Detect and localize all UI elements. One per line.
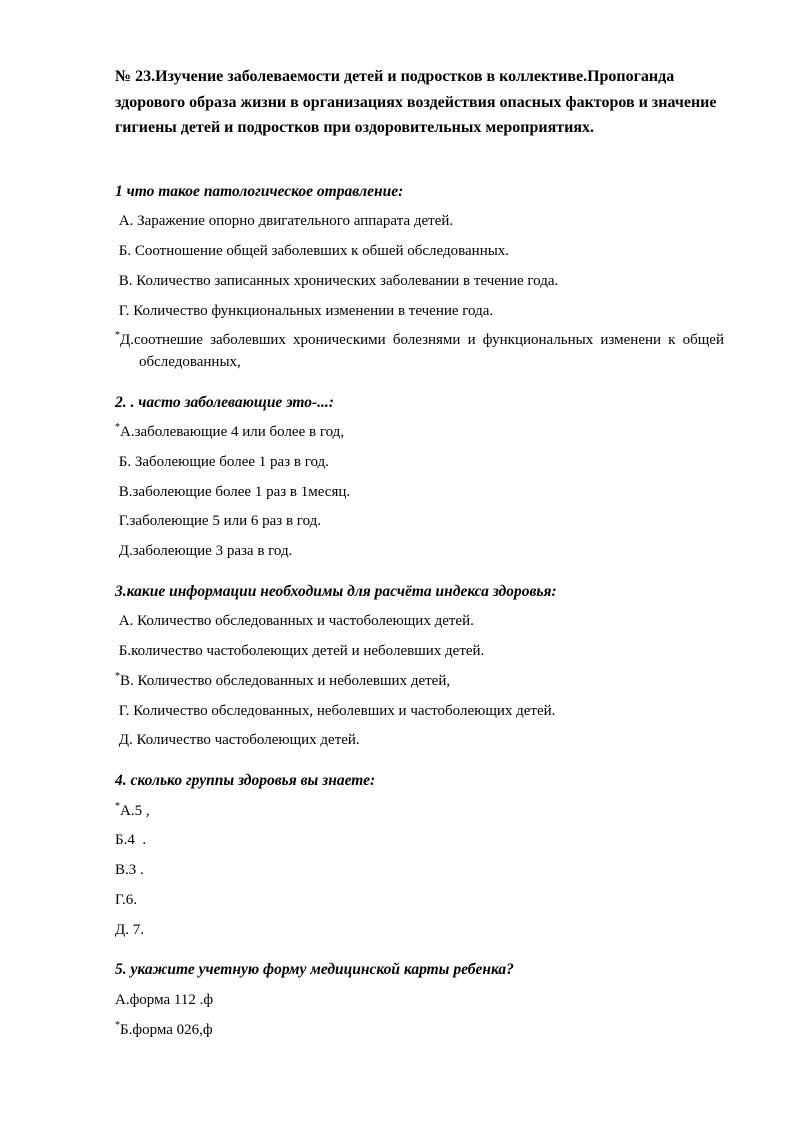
option-text: Б.4 .: [115, 832, 147, 849]
option-text: А.5 ,: [120, 802, 150, 819]
answer-option: [115, 990, 724, 1012]
option-text: Б.количество частоболеющих детей и неболевших детей.: [115, 643, 485, 660]
question-block: [115, 181, 724, 374]
answer-option: [115, 541, 724, 563]
option-text: Д.соотнешие заболевших хроническими болезнями и функциональных изменени к общей обследованных,: [120, 332, 724, 370]
option-text: А. Количество обследованных и частоболеющих детей.: [115, 613, 474, 630]
answer-option: [115, 422, 724, 444]
option-text: А.заболевающие 4 или более в год,: [120, 424, 345, 441]
question-block: [115, 959, 724, 1041]
questions-container: [115, 181, 724, 1042]
option-text: В. Количество записанных хронических заболевании в течение года.: [115, 272, 559, 289]
answer-option: [115, 241, 724, 263]
question-block: [115, 581, 724, 752]
answer-option: [115, 890, 724, 912]
option-text: Д. Количество частоболеющих детей.: [115, 732, 360, 749]
answer-option: [115, 330, 724, 374]
correct-answer-star: *: [115, 422, 120, 434]
question-prompt: 3.какие информации необходимы для расчёта индекса здоровья:: [115, 582, 557, 600]
correct-answer-star: *: [115, 670, 120, 682]
answer-option: [115, 301, 724, 323]
option-text: Б. Заболеющие более 1 раз в год.: [115, 453, 329, 470]
answer-option: [115, 671, 724, 693]
answer-option: [115, 611, 724, 633]
answer-option: [115, 920, 724, 942]
option-text: Д.заболеющие 3 раза в год.: [115, 543, 293, 560]
question-prompt: 1 что такое патологическое отравление:: [115, 182, 404, 200]
option-text: Б. Соотношение общей заболевших к обшей обследованных.: [115, 243, 510, 259]
answer-option: [115, 730, 724, 752]
answer-option: [115, 701, 724, 723]
option-text: Г.6.: [115, 891, 137, 908]
answer-option: [115, 511, 724, 533]
correct-answer-star: *: [115, 1019, 120, 1031]
option-text: А.форма 112 .ф: [115, 991, 214, 1008]
answer-option: [115, 801, 724, 823]
option-text: В. Количество обследованных и неболевших детей,: [120, 672, 451, 689]
answer-option: [115, 641, 724, 663]
option-text: В.заболеющие более 1 раз в 1месяц.: [115, 483, 351, 500]
question-prompt: 2. . часто заболевающие это-...:: [115, 393, 334, 411]
question-prompt: 5. укажите учетную форму медицинской карты ребенка?: [115, 961, 514, 979]
answer-option: [115, 482, 724, 504]
option-text: Б.форма 026,ф: [120, 1021, 213, 1038]
answer-option: [115, 1020, 724, 1042]
option-text: Д. 7.: [115, 921, 144, 938]
answer-option: [115, 271, 724, 293]
option-text: А. Заражение опорно двигательного аппарата детей.: [115, 213, 454, 230]
correct-answer-star: *: [115, 800, 120, 812]
option-text: Г. Количество обследованных, неболевших и частоболеющих детей.: [115, 702, 556, 719]
answer-option: [115, 452, 724, 474]
question-block: [115, 392, 724, 563]
question-prompt: 4. сколько группы здоровья вы знаете:: [115, 772, 376, 790]
answer-option: [115, 860, 724, 882]
document-title: № 23.Изучение заболеваемости детей и подростков в коллективе.Пропоганда здорового образа жизни в организациях воздействия опасных факторов и значение гигиены детей и подростков при оздоровительных мероприятиях.: [115, 68, 717, 137]
option-text: Г.заболеющие 5 или 6 раз в год.: [115, 513, 322, 530]
correct-answer-star: *: [115, 330, 120, 342]
option-text: В.3 .: [115, 862, 144, 879]
option-text: Г. Количество функциональных изменении в течение года.: [115, 302, 494, 319]
question-block: [115, 770, 724, 941]
answer-option: [115, 830, 724, 852]
answer-option: [115, 211, 724, 233]
